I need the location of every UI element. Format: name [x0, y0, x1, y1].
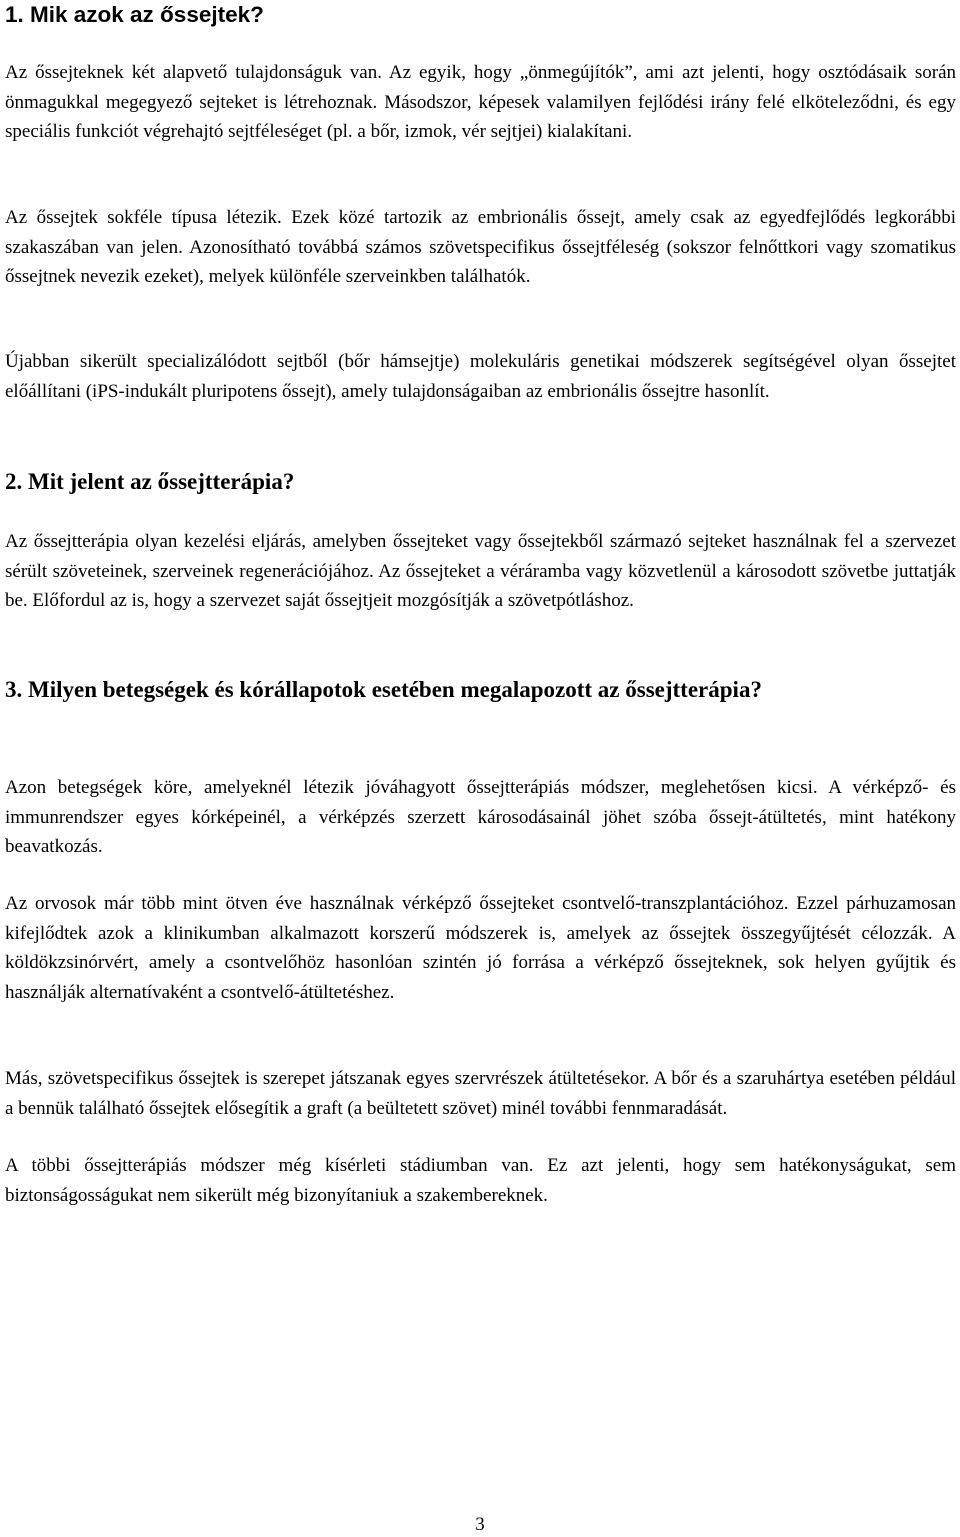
section-1-heading: 1. Mik azok az őssejtek? — [5, 2, 264, 27]
section-2-heading: 2. Mit jelent az őssejtterápia? — [5, 469, 295, 494]
section-1-paragraph-1: Az őssejteknek két alapvető tulajdonságuk van. Az egyik, hogy „önmegújítók”, ami azt jelenti, hogy osztódásaik során önmagukkal megegyező sejteket is létrehoznak. Másodszor, képesek valamilyen fejlődési irány felé elköteleződni, és egy speciális funkciót végrehajtó sejtféleséget (pl. a bőr, izmok, vér sejtjei) kialakítani. — [5, 62, 956, 142]
section-3-paragraph-3: Más, szövetspecifikus őssejtek is szerepet játszanak egyes szervrészek átültetésekor. A bőr és a szaruhártya esetében például a bennük található őssejtek elősegítik a graft (a beültetett szövet) minél további fennmaradását. — [5, 1068, 956, 1119]
section-1-paragraph-3: Újabban sikerült specializálódott sejtből (bőr hámsejtje) molekuláris genetikai módszerek segítségével olyan őssejtet előállítani (iPS-indukált pluripotens őssejt), amely tulajdonságaiban az embrionális őssejtre hasonlít. — [5, 351, 956, 402]
section-3-heading: 3. Milyen betegségek és kórállapotok esetében megalapozott az őssejtterápia? — [5, 677, 762, 702]
page-number: 3 — [475, 1514, 485, 1535]
section-3-paragraph-1: Azon betegségek köre, amelyeknél létezik jóváhagyott őssejtterápiás módszer, meglehetősen kicsi. A vérképző- és immunrendszer egyes kórképeinél, a vérképzés szerzett károsodásainál jöhet szóba őssejt-átültetés, mint hatékony beavatkozás. — [5, 777, 956, 857]
section-1-paragraph-2: Az őssejtek sokféle típusa létezik. Ezek közé tartozik az embrionális őssejt, amely csak az egyedfejlődés legkorábbi szakaszában van jelen. Azonosítható továbbá számos szövetspecifikus őssejtféleség (sokszor felnőttkori vagy szomatikus őssejtnek nevezik ezeket), melyek különféle szerveinkben találhatók. — [5, 207, 956, 287]
section-3-paragraph-4: A többi őssejtterápiás módszer még kísérleti stádiumban van. Ez azt jelenti, hogy sem hatékonyságukat, sem biztonságosságukat nem sikerült még bizonyítaniuk a szakembereknek. — [5, 1155, 956, 1206]
section-3-paragraph-2: Az orvosok már több mint ötven éve használnak vérképző őssejteket csontvelő-transzplantációhoz. Ezzel párhuzamosan kifejlődtek azok a klinikumban alkalmazott korszerű módszerek is, amelyek az őssejtek összegyűjtését célozzák. A köldökzsinórvért, amely a csontvelőhöz hasonlóan szintén jó forrása a vérképző őssejteknek, sok helyen gyűjtik és használják alternatívaként a csontvelő-átültetéshez. — [5, 893, 956, 1003]
section-2-paragraph-1: Az őssejtterápia olyan kezelési eljárás, amelyben őssejteket vagy őssejtekből származó sejteket használnak fel a szervezet sérült szöveteinek, szerveinek regenerációjához. Az őssejteket a véráramba vagy közvetlenül a károsodott szövetbe juttatják be. Előfordul az is, hogy a szervezet saját őssejtjeit mozgósítják a szövetpótláshoz. — [5, 531, 956, 611]
